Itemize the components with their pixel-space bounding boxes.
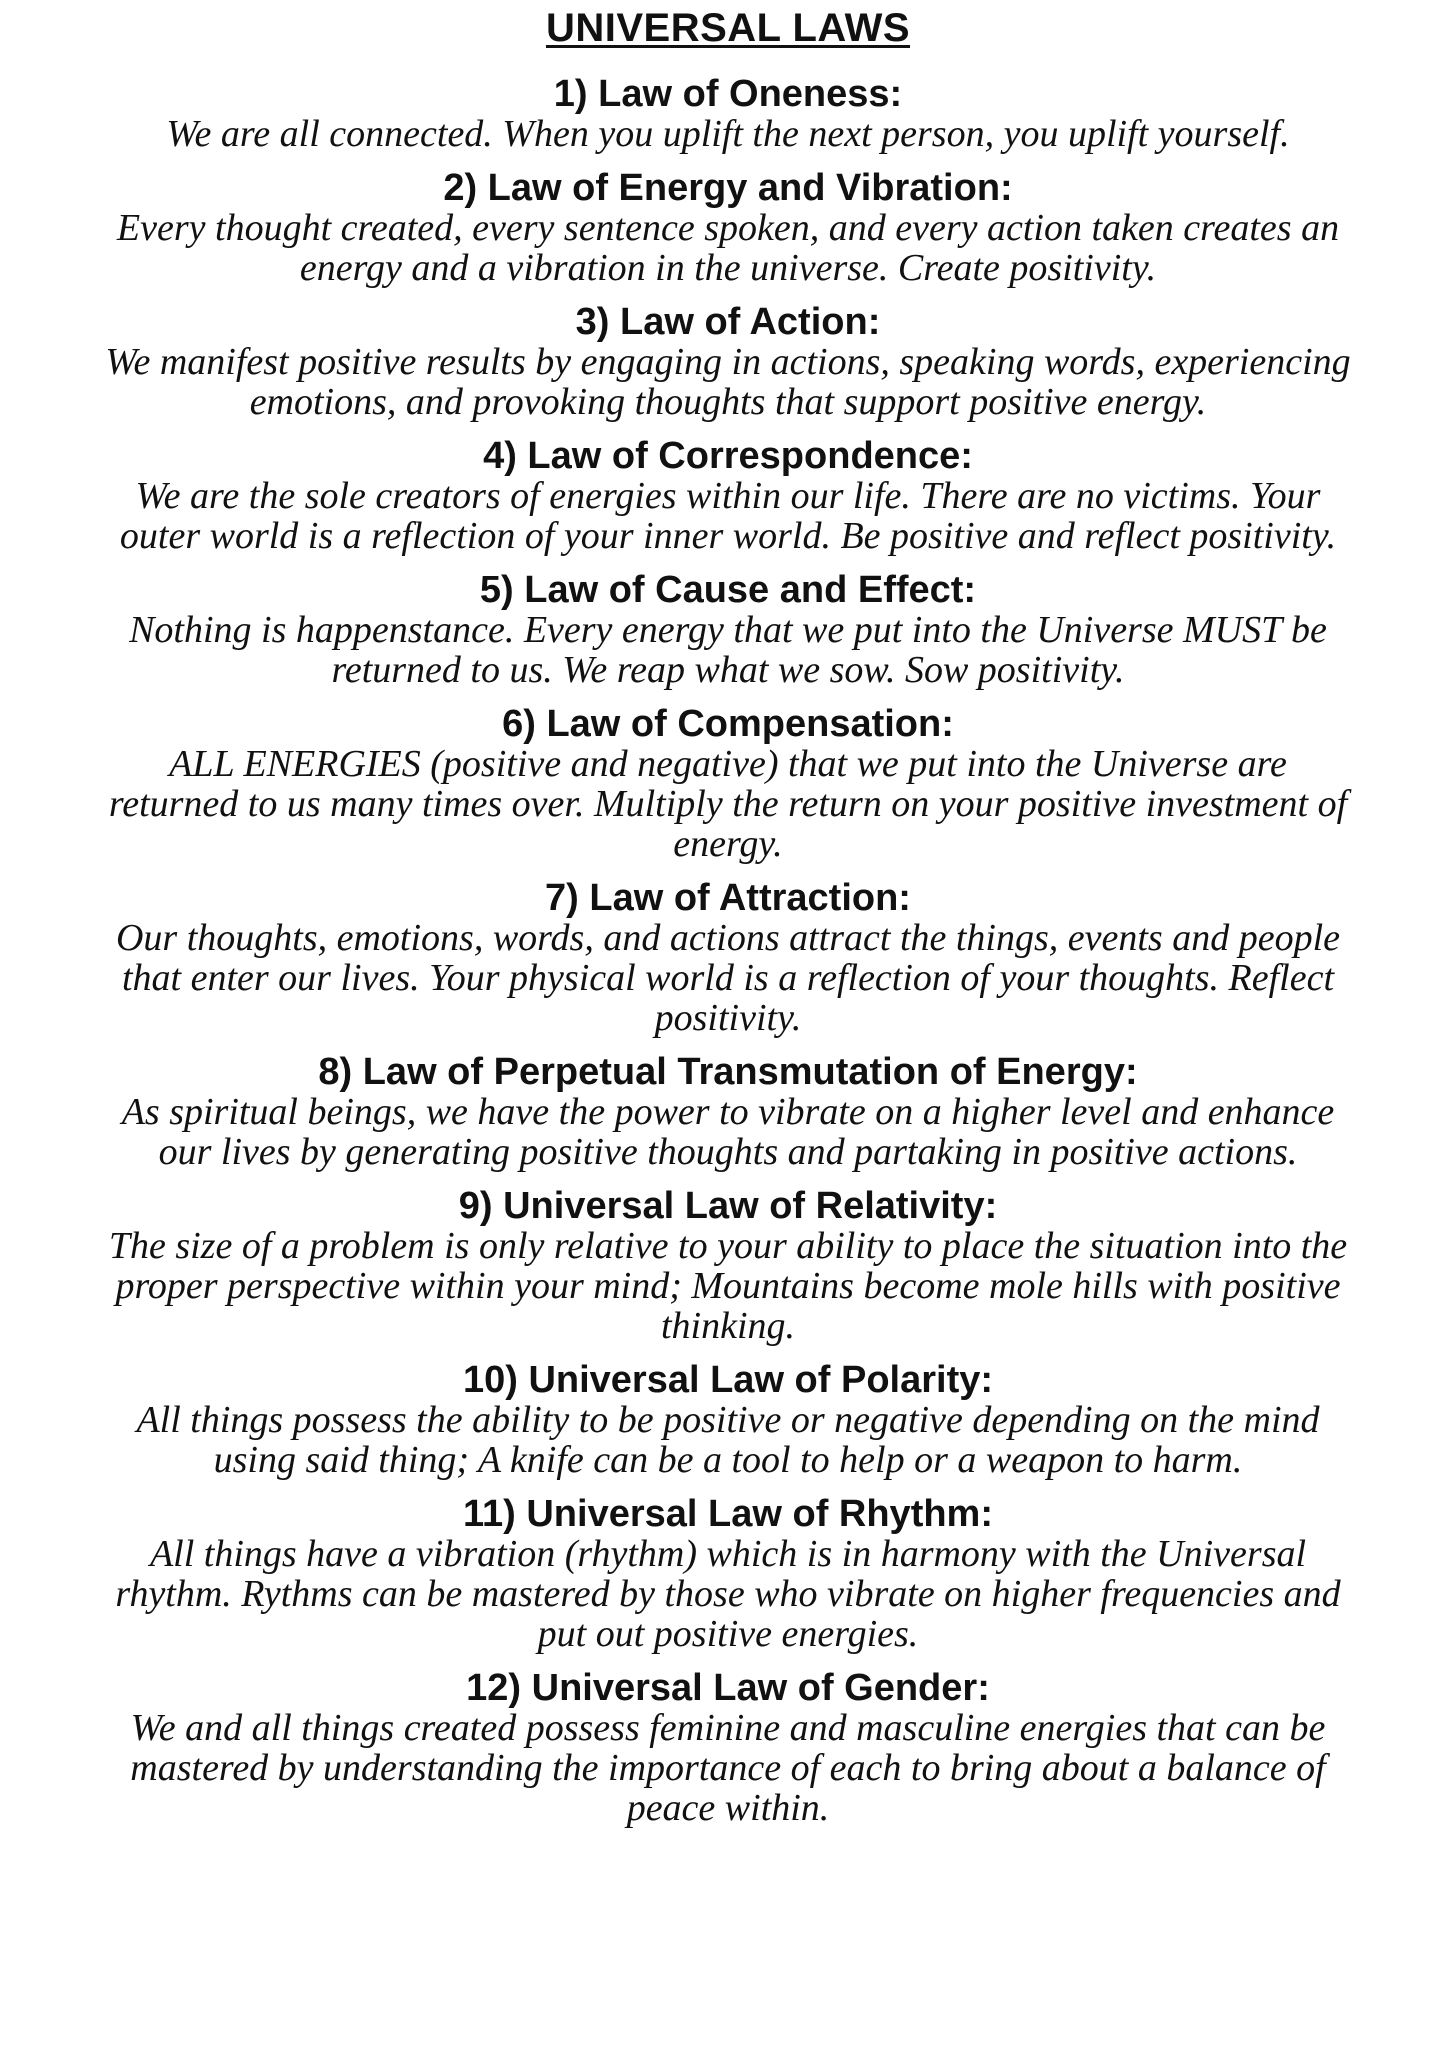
law-description-line: our lives by generating positive thoughts and partaking in positive actions. bbox=[158, 1131, 1298, 1173]
law-heading: 1) Law of Oneness: bbox=[553, 73, 903, 115]
law-description-line: that enter our lives. Your physical world is a reflection of your thoughts. Reflect bbox=[121, 957, 1335, 999]
law-item bbox=[0, 302, 1456, 422]
law-description-line: energy and a vibration in the universe. Create positivity. bbox=[299, 247, 1157, 289]
law-description-line: We are all connected. When you uplift the next person, you uplift yourself. bbox=[166, 113, 1290, 155]
law-item bbox=[0, 168, 1456, 288]
law-heading: 8) Law of Perpetual Transmutation of Energy: bbox=[318, 1051, 1138, 1093]
law-heading: 11) Universal Law of Rhythm: bbox=[462, 1493, 993, 1535]
law-item bbox=[0, 74, 1456, 154]
law-heading: 12) Universal Law of Gender: bbox=[466, 1667, 990, 1709]
law-description-line: proper perspective within your mind; Mountains become mole hills with positive bbox=[115, 1265, 1341, 1307]
law-description-line: emotions, and provoking thoughts that support positive energy. bbox=[249, 381, 1207, 423]
law-heading: 5) Law of Cause and Effect: bbox=[479, 569, 977, 611]
law-description-line: ALL ENERGIES (positive and negative) that we put into the Universe are bbox=[169, 743, 1287, 785]
law-description-line: returned to us. We reap what we sow. Sow positivity. bbox=[331, 649, 1125, 691]
law-description-line: All things possess the ability to be positive or negative depending on the mind bbox=[136, 1399, 1320, 1441]
law-description-line: returned to us many times over. Multiply the return on your positive investment of bbox=[108, 783, 1348, 825]
law-description-line: Nothing is happenstance. Every energy that we put into the Universe MUST be bbox=[129, 609, 1327, 651]
law-description-line: rhythm. Rythms can be mastered by those who vibrate on higher frequencies and bbox=[115, 1573, 1341, 1615]
law-description-line: All things have a vibration (rhythm) which is in harmony with the Universal bbox=[149, 1533, 1307, 1575]
law-description-line: peace within. bbox=[626, 1787, 830, 1829]
law-item bbox=[0, 436, 1456, 556]
law-description-line: We manifest positive results by engaging in actions, speaking words, experiencing bbox=[105, 341, 1351, 383]
page-title: UNIVERSAL LAWS bbox=[545, 6, 911, 50]
law-description-line: As spiritual beings, we have the power to vibrate on a higher level and enhance bbox=[121, 1091, 1335, 1133]
law-heading: 4) Law of Correspondence: bbox=[483, 435, 973, 477]
law-description-line: using said thing; A knife can be a tool to help or a weapon to harm. bbox=[213, 1439, 1243, 1481]
law-description-line: mastered by understanding the importance of each to bring about a balance of bbox=[130, 1747, 1326, 1789]
law-item bbox=[0, 704, 1456, 864]
law-item bbox=[0, 1360, 1456, 1480]
law-description-line: thinking. bbox=[660, 1305, 796, 1347]
law-description-line: The size of a problem is only relative to your ability to place the situation into the bbox=[108, 1225, 1348, 1267]
law-description-line: We are the sole creators of energies within our life. There are no victims. Your bbox=[135, 475, 1321, 517]
law-description-line: energy. bbox=[673, 823, 783, 865]
law-description-line: put out positive energies. bbox=[537, 1613, 919, 1655]
law-heading: 2) Law of Energy and Vibration: bbox=[443, 167, 1013, 209]
law-item bbox=[0, 1494, 1456, 1654]
law-heading: 6) Law of Compensation: bbox=[502, 703, 954, 745]
law-description-line: outer world is a reflection of your inner world. Be positive and reflect positivity. bbox=[119, 515, 1337, 557]
law-item bbox=[0, 1186, 1456, 1346]
law-item bbox=[0, 1052, 1456, 1172]
law-item bbox=[0, 570, 1456, 690]
law-description-line: positivity. bbox=[654, 997, 802, 1039]
law-item bbox=[0, 1668, 1456, 1828]
law-heading: 7) Law of Attraction: bbox=[545, 877, 911, 919]
laws-list bbox=[0, 74, 1456, 1828]
law-heading: 9) Universal Law of Relativity: bbox=[458, 1185, 998, 1227]
law-description-line: Our thoughts, emotions, words, and actions attract the things, events and people bbox=[115, 917, 1340, 959]
law-description-line: Every thought created, every sentence spoken, and every action taken creates an bbox=[116, 207, 1340, 249]
law-heading: 10) Universal Law of Polarity: bbox=[462, 1359, 994, 1401]
law-heading: 3) Law of Action: bbox=[575, 301, 881, 343]
law-description-line: We and all things created possess feminine and masculine energies that can be bbox=[130, 1707, 1326, 1749]
law-item bbox=[0, 878, 1456, 1038]
